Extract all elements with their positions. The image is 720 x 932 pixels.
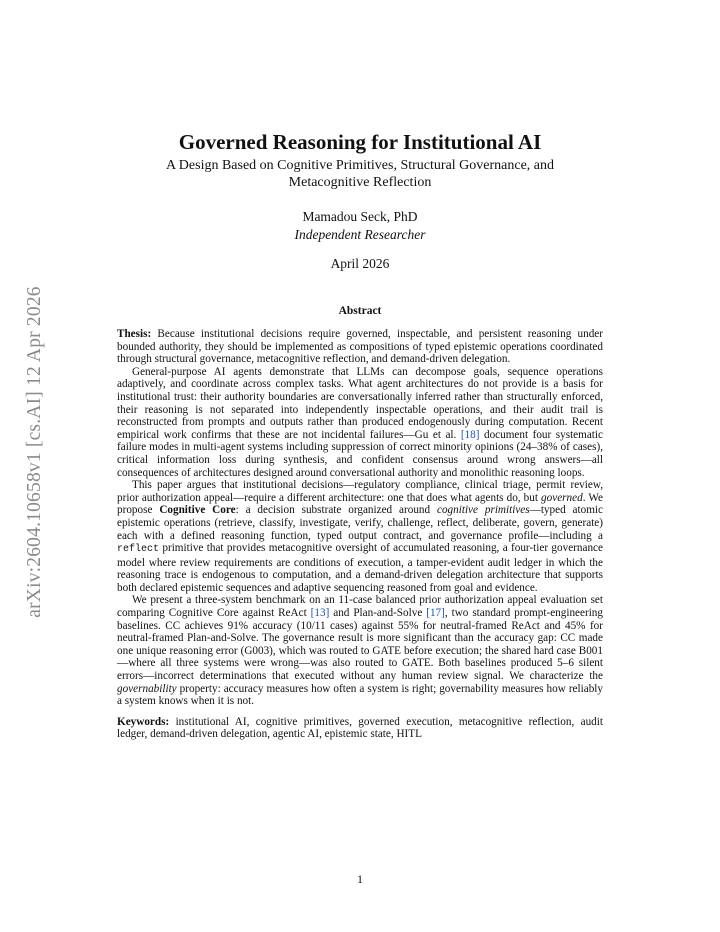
keywords-text: institutional AI, cognitive primitives, governed execution, metacognitive reflection, audit ledger, demand-driven delegation, agentic AI, epistemic state, HITL [117, 715, 603, 741]
text: General-purpose AI agents demonstrate that LLMs can decompose goals, sequence operations adaptively, and coordinate across complex tasks. What agent architectures do not provide is a basis for institutional trust: their authority boundaries are conversationally inferred rather than structurally enforced, their reasoning is not separated into independently inspectable operations, and their audit trail is reconstructed from prompts and outputs rather than produced endogenously during computation. Recent empirical work confirms that these are not incidental failures—Gu et al. [117, 365, 603, 441]
text: and Plan-and-Solve [329, 607, 427, 620]
text: document four systematic failure modes in multi-agent systems including suppression of correct minority opinions (24–38% of cases), critical information loss during synthesis, and confident consensus around wrong answers—all consequences of architectures designed around conversational authority and monolithic reasoning loops. [117, 428, 603, 479]
emphasis: governed [541, 491, 583, 504]
paper-date: April 2026 [330, 256, 390, 271]
abstract-heading: Abstract [338, 305, 382, 317]
text: . We propose [117, 491, 603, 517]
system-name: Cognitive Core [159, 504, 236, 517]
keywords-paragraph [117, 716, 603, 741]
author-name: Mamadou Seck, PhD [302, 209, 418, 224]
text: property: accuracy measures how often a system is right; governability measures how reliably a system knows when it is not. [117, 682, 603, 708]
citation-link[interactable]: [13] [310, 607, 330, 620]
text: —typed atomic epistemic operations (retrieve, classify, investigate, verify, challenge, reflect, deliberate, govern, generate) each with a defined reasoning function, typed output contract, and governance profile—including a [117, 504, 603, 542]
abstract-paragraph-4 [117, 594, 603, 707]
thesis-paragraph [117, 328, 603, 366]
abstract-paragraph-3 [117, 479, 603, 594]
abstract-paragraph-2 [117, 366, 603, 479]
citation-link[interactable]: [17] [426, 607, 445, 620]
text: We present a three-system benchmark on an 11-case balanced prior authorization appeal evaluation set comparing Cognitive Core against ReAct [117, 594, 603, 620]
thesis-label: Thesis: [117, 328, 152, 340]
thesis-text: Because institutional decisions require governed, inspectable, and persistent reasoning under bounded authority, they should be implemented as compositions of typed epistemic operations coordinated through structural governance, metacognitive reflection, and demand-driven delegation. [117, 328, 603, 366]
text: primitive that provides metacognitive oversight of accumulated reasoning, a four-tier governance model where review requirements are conditions of execution, a tamper-evident audit ledger in which the reasoning trace is endogenous to computation, and a demand-driven delegation architecture that supports both declared epistemic sequences and adaptive sequencing reasoned from goal and evidence. [117, 542, 603, 594]
text: This paper argues that institutional decisions—regulatory compliance, clinical triage, permit review, prior authorization appeal—require a different architecture: one that does what agents do, but [117, 479, 603, 504]
abstract-body [117, 328, 603, 741]
text: : a decision substrate organized around [235, 504, 437, 517]
emphasis: cognitive primitives [436, 504, 530, 517]
code-term: reflect [117, 544, 160, 556]
author-affiliation: Independent Researcher [294, 227, 426, 242]
keywords-label: Keywords: [117, 715, 170, 728]
text: , two standard prompt-engineering baselines. CC achieves 91% accuracy (10/11 cases) against 55% for neutral-framed ReAct and 45% for neutral-framed Plan-and-Solve. The governance result is more significant than the accuracy gap: CC made one unique reasoning error (G003), which was routed to GATE before execution; the shared hard case B001—where all three systems were wrong—was also routed to GATE. Both baselines produced 5–6 silent errors—incorrect determinations that executed without any human review signal. We characterize the [117, 607, 603, 683]
paper-subtitle: A Design Based on Cognitive Primitives, Structural Governance, and Metacognitive Reflection [165, 158, 555, 190]
page-number: 1 [357, 872, 363, 886]
emphasis: governability [117, 682, 177, 695]
paper-title: Governed Reasoning for Institutional AI [178, 130, 542, 154]
arxiv-side-stamp: arXiv:2604.10658v1 [cs.AI] 12 Apr 2026 [24, 286, 45, 618]
citation-link[interactable]: [18] [460, 428, 480, 441]
